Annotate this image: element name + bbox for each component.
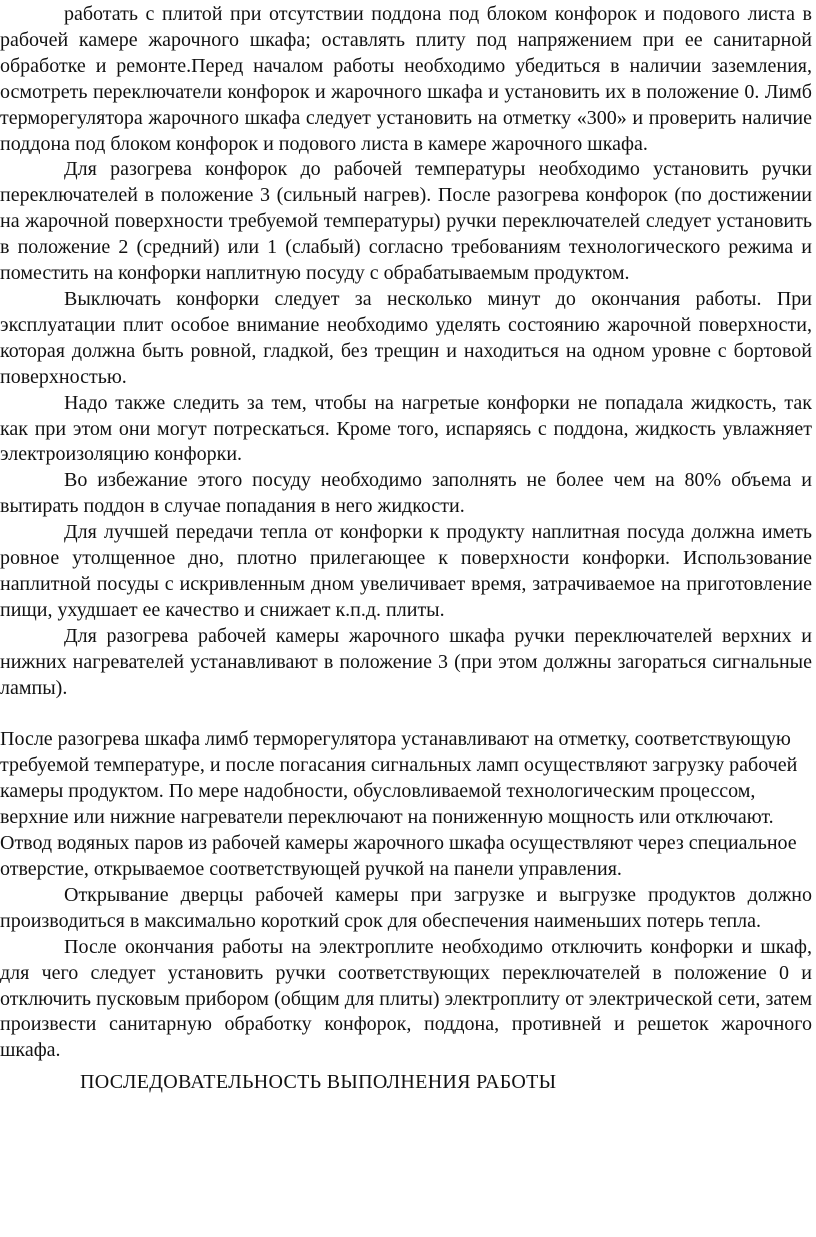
paragraph-end-of-work: После окончания работы на электроплите необходимо отключить конфорки и шкаф, для чего следует установить ручки соответствующих переключателей в положение 0 и отключить пусковым прибором (общим для плиты) электроплиту от электрической сети, затем произвести санитарную обработку конфорок, поддона, противней и решеток жарочного шкафа. bbox=[0, 935, 812, 1062]
paragraph-fill-limit: Во избежание этого посуду необходимо заполнять не более чем на 80% объема и вытирать поддон в случае попадания в него жидкости. bbox=[0, 469, 812, 518]
paragraph-gap bbox=[0, 701, 812, 727]
paragraph-safety-prestart: работать с плитой при отсутствии поддона под блоком конфорок и подового листа в рабочей камере жарочного шкафа; оставлять плиту под напряжением при ее санитарной обработке и ремонте.Перед началом работы необходимо убедиться в наличии заземления, осмотреть переключатели конфорок и жарочного шкафа и установить их в положение 0. Лимб терморегулятора жарочного шкафа следует установить на отметку «300» и проверить наличие поддона под блоком конфорок и подового листа в камере жарочного шкафа. bbox=[0, 3, 812, 155]
paragraph-cookware: Для лучшей передачи тепла от конфорки к продукту наплитная посуда должна иметь ровное утолщенное дно, плотно прилегающее к поверхности конфорки. Использование наплитной посуды с искривленным дном увеличивает время, затрачиваемое на приготовление пищи, ухудшает ее качество и снижает к.п.д. плиты. bbox=[0, 521, 812, 621]
paragraph-liquid-warning: Надо также следить за тем, чтобы на нагретые конфорки не попадала жидкость, так как при этом они могут потрескаться. Кроме того, испаряясь с поддона, жидкость увлажняет электроизоляцию конфорки. bbox=[0, 391, 812, 466]
paragraph-door-opening: Открывание дверцы рабочей камеры при загрузке и выгрузке продуктов должно производиться в максимально короткий срок для обеспечения наименьших потерь тепла. bbox=[0, 883, 812, 932]
paragraph-burner-heating: Для разогрева конфорок до рабочей температуры необходимо установить ручки переключателей в положение 3 (сильный нагрев). После разогрева конфорок (по достижении на жарочной поверхности требуемой температуры) ручки переключателей следует установить в положение 2 (средний) или 1 (слабый) согласно требованиям технологического режима и поместить на конфорки наплитную посуду с обрабатываемым продуктом. bbox=[0, 158, 812, 285]
paragraph-burner-shutdown: Выключать конфорки следует за несколько минут до окончания работы. При эксплуатации плит особое внимание необходимо уделять состоянию жарочной поверхности, которая должна быть ровной, гладкой, без трещин и находиться на одном уровне с бортовой поверхностью. bbox=[0, 287, 812, 388]
paragraph-oven-heating: Для разогрева рабочей камеры жарочного шкафа ручки переключателей верхних и нижних нагревателей устанавливают в положение 3 (при этом должны загораться сигнальные лампы). bbox=[0, 624, 812, 699]
paragraph-oven-loading: После разогрева шкафа лимб терморегулятора устанавливают на отметку, соответствующую требуемой температуре, и после погасания сигнальных ламп осуществляют загрузку рабочей камеры продуктом. По мере надобности, обусловливаемой технологическим процессом, верхние или нижние нагреватели переключают на пониженную мощность или отключают. Отвод водяных паров из рабочей камеры жарочного шкафа осуществляют через специальное отверстие, открываемое соответствующей ручкой на панели управления. bbox=[0, 728, 798, 880]
section-heading: ПОСЛЕДОВАТЕЛЬНОСТЬ ВЫПОЛНЕНИЯ РАБОТЫ bbox=[80, 1071, 557, 1094]
